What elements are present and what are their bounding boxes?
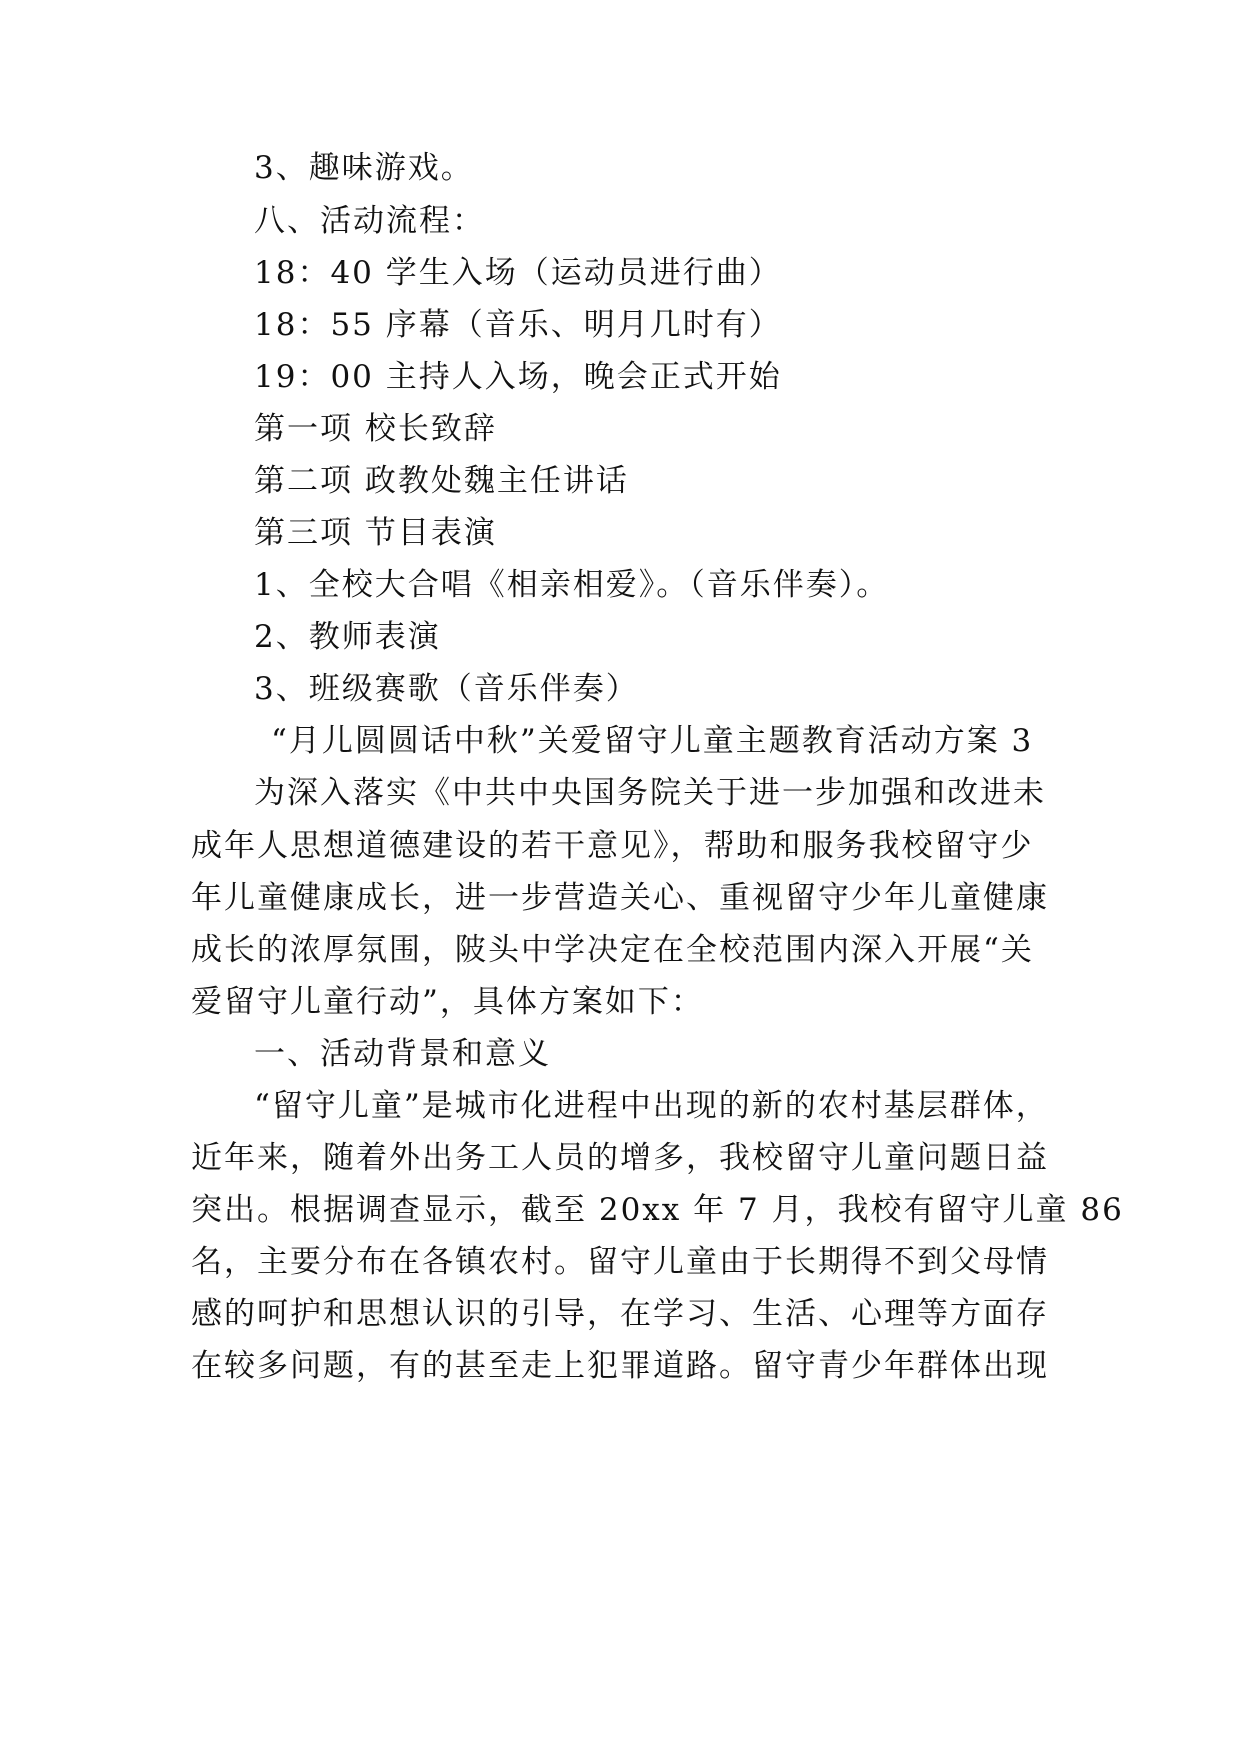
text-line: 3、趣味游戏。 [254,150,474,186]
schedule-item: 18：40 学生入场（运动员进行曲） [254,255,782,291]
section-heading: 八、活动流程： [254,203,485,239]
paragraph-line: 成年人思想道德建设的若干意见》，帮助和服务我校留守少 [191,828,1034,864]
performance-item: 2、教师表演 [254,619,441,655]
paragraph-line: 名，主要分布在各镇农村。留守儿童由于长期得不到父母情 [191,1244,1049,1280]
performance-item: 3、班级赛歌（音乐伴奏） [254,671,639,707]
paragraph-line: 感的呵护和思想认识的引导，在学习、生活、心理等方面存 [191,1296,1049,1332]
schedule-item: 19：00 主持人入场，晚会正式开始 [254,359,782,395]
program-item: 第三项 节目表演 [254,515,497,551]
program-item: 第一项 校长致辞 [254,411,497,447]
paragraph-line: 在较多问题，有的甚至走上犯罪道路。留守青少年群体出现 [191,1348,1049,1384]
program-item: 第二项 政教处魏主任讲话 [254,463,629,499]
paragraph-line: 成长的浓厚氛围，陂头中学决定在全校范围内深入开展“关 [191,932,1034,968]
performance-item: 1、全校大合唱《相亲相爱》。（音乐伴奏）。 [254,567,890,603]
paragraph-line: 突出。根据调查显示，截至 20xx 年 7 月，我校有留守儿童 86 [191,1192,1124,1228]
section-heading: 一、活动背景和意义 [254,1036,551,1072]
paragraph-line: 近年来，随着外出务工人员的增多，我校留守儿童问题日益 [191,1140,1049,1176]
paragraph-line: 年儿童健康成长，进一步营造关心、重视留守少年儿童健康 [191,880,1049,916]
document-title: “月儿圆圆话中秋”关爱留守儿童主题教育活动方案 3 [271,723,1034,759]
paragraph-line: 爱留守儿童行动”，具体方案如下： [191,984,704,1020]
paragraph-line: “留守儿童”是城市化进程中出现的新的农村基层群体， [254,1088,1049,1124]
schedule-item: 18：55 序幕（音乐、明月几时有） [254,307,782,343]
paragraph-line: 为深入落实《中共中央国务院关于进一步加强和改进未 [254,775,1046,811]
